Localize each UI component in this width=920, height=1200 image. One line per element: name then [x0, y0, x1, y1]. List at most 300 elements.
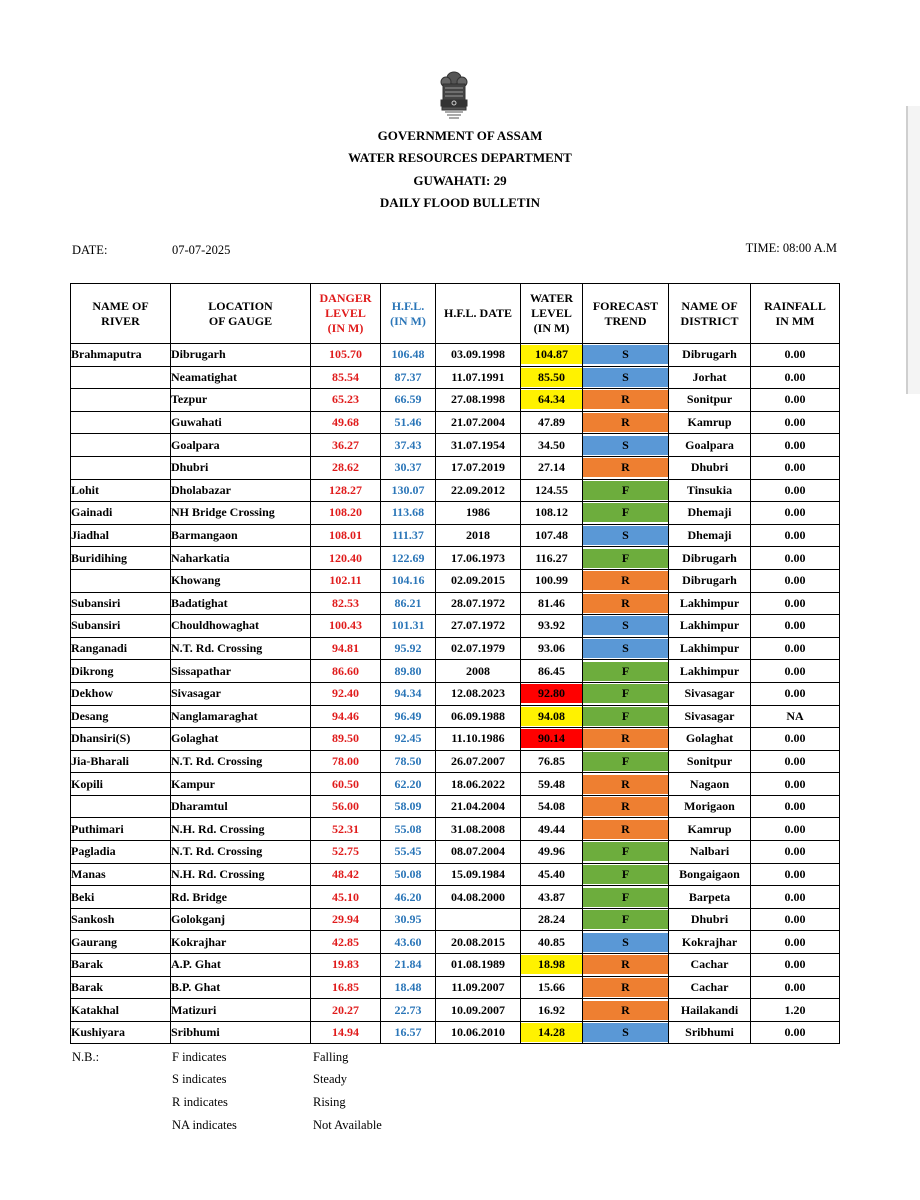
header-danger-l3: (IN M) — [327, 321, 364, 335]
trend-badge: S — [583, 933, 668, 952]
header-location-l2: OF GAUGE — [208, 313, 273, 328]
header-rainfall — [751, 284, 840, 344]
trend-badge: F — [583, 910, 668, 929]
rainfall-cell: 0.00 — [751, 728, 840, 751]
water-level-value: 49.44 — [538, 821, 565, 836]
header-trend-l2: TREND — [604, 313, 647, 328]
forecast-trend-cell — [583, 344, 669, 367]
hfl-date-cell: 1986 — [436, 502, 521, 525]
trend-badge: S — [583, 368, 668, 387]
gauge-location-cell: Sribhumi — [171, 1021, 311, 1044]
river-name-cell: Buridihing — [71, 547, 171, 570]
river-name-cell: Subansiri — [71, 592, 171, 615]
header-danger — [311, 284, 381, 344]
rainfall-cell: 0.00 — [751, 615, 840, 638]
trend-badge: R — [583, 1001, 668, 1020]
river-name-cell: Beki — [71, 886, 171, 909]
note-meaning-f: Falling — [313, 1050, 349, 1064]
trend-badge: F — [583, 707, 668, 726]
forecast-trend-cell — [583, 976, 669, 999]
district-cell: Sonitpur — [669, 750, 751, 773]
water-level-cell — [521, 479, 583, 502]
water-level-value: 108.12 — [535, 505, 568, 520]
water-level-value: 15.66 — [538, 979, 565, 994]
rainfall-cell: 0.00 — [751, 547, 840, 570]
district-cell: Sivasagar — [669, 682, 751, 705]
hfl-date-cell: 21.04.2004 — [436, 795, 521, 818]
rainfall-cell: 0.00 — [751, 886, 840, 909]
hfl-date-cell: 17.06.1973 — [436, 547, 521, 570]
gauge-location-cell: Barmangaon — [171, 524, 311, 547]
forecast-trend-cell — [583, 524, 669, 547]
note-code-s: S indicates — [172, 1072, 227, 1086]
note-meaning-na: Not Available — [313, 1118, 382, 1132]
water-level-cell — [521, 547, 583, 570]
table-row — [71, 750, 840, 773]
water-level-cell — [521, 976, 583, 999]
water-level-value: 85.50 — [521, 368, 582, 387]
water-level-cell — [521, 615, 583, 638]
district-cell: Dibrugarh — [669, 547, 751, 570]
river-name-cell — [71, 795, 171, 818]
hfl-date-cell: 15.09.1984 — [436, 863, 521, 886]
water-level-cell — [521, 682, 583, 705]
table-row — [71, 479, 840, 502]
header-river — [71, 284, 171, 344]
district-cell: Cachar — [669, 954, 751, 977]
time-value: TIME: 08:00 A.M — [745, 241, 837, 255]
river-name-cell — [71, 411, 171, 434]
table-row — [71, 502, 840, 525]
hfl-date-cell: 08.07.2004 — [436, 841, 521, 864]
water-level-value: 47.89 — [538, 415, 565, 430]
forecast-trend-cell — [583, 389, 669, 412]
header-trend — [583, 284, 669, 344]
water-level-cell — [521, 592, 583, 615]
water-level-cell — [521, 637, 583, 660]
gauge-location-cell: Kokrajhar — [171, 931, 311, 954]
hfl-date-cell: 2018 — [436, 524, 521, 547]
table-row — [71, 366, 840, 389]
rainfall-cell: 0.00 — [751, 637, 840, 660]
gauge-location-cell: Dharamtul — [171, 795, 311, 818]
trend-badge: F — [583, 481, 668, 500]
trend-badge: R — [583, 390, 668, 409]
district-cell: Sribhumi — [669, 1021, 751, 1044]
water-level-value: 45.40 — [538, 866, 565, 881]
hfl-cell: 55.08 — [381, 818, 436, 841]
danger-level-cell: 128.27 — [311, 479, 381, 502]
gauge-location-cell: Neamatighat — [171, 366, 311, 389]
table-header-row — [71, 284, 840, 344]
hfl-date-cell: 11.07.1991 — [436, 366, 521, 389]
forecast-trend-cell — [583, 954, 669, 977]
water-level-value: 28.24 — [538, 912, 565, 927]
danger-level-cell: 16.85 — [311, 976, 381, 999]
trend-badge: S — [583, 616, 668, 635]
water-level-value: 43.87 — [538, 889, 565, 904]
district-cell: Dhubri — [669, 456, 751, 479]
header-location — [171, 284, 311, 344]
river-name-cell: Gaurang — [71, 931, 171, 954]
district-cell: Golaghat — [669, 728, 751, 751]
danger-level-cell: 78.00 — [311, 750, 381, 773]
hfl-date-cell: 27.08.1998 — [436, 389, 521, 412]
district-cell: Dibrugarh — [669, 344, 751, 367]
water-level-cell — [521, 886, 583, 909]
hfl-date-cell: 31.07.1954 — [436, 434, 521, 457]
header-river-l2: RIVER — [101, 313, 140, 328]
river-name-cell: Gainadi — [71, 502, 171, 525]
forecast-trend-cell — [583, 908, 669, 931]
rainfall-cell: 0.00 — [751, 1021, 840, 1044]
danger-level-cell: 89.50 — [311, 728, 381, 751]
table-row — [71, 569, 840, 592]
water-level-cell — [521, 863, 583, 886]
page-edge-scrollbar — [906, 106, 920, 394]
water-level-value: 59.48 — [538, 776, 565, 791]
trend-badge: S — [583, 526, 668, 545]
gauge-location-cell: N.T. Rd. Crossing — [171, 637, 311, 660]
danger-level-cell: 42.85 — [311, 931, 381, 954]
hfl-cell: 78.50 — [381, 750, 436, 773]
rainfall-cell: 1.20 — [751, 999, 840, 1022]
table-row — [71, 795, 840, 818]
danger-level-cell: 36.27 — [311, 434, 381, 457]
district-cell: Kamrup — [669, 411, 751, 434]
district-cell: Lakhimpur — [669, 637, 751, 660]
header-district — [669, 284, 751, 344]
rainfall-cell: 0.00 — [751, 569, 840, 592]
district-cell: Nalbari — [669, 841, 751, 864]
forecast-trend-cell — [583, 682, 669, 705]
hfl-cell: 21.84 — [381, 954, 436, 977]
rainfall-cell: 0.00 — [751, 502, 840, 525]
gauge-location-cell: Khowang — [171, 569, 311, 592]
river-name-cell: Barak — [71, 976, 171, 999]
header-hfl — [381, 284, 436, 344]
district-cell: Kokrajhar — [669, 931, 751, 954]
gauge-location-cell: Dhubri — [171, 456, 311, 479]
hfl-date-cell: 03.09.1998 — [436, 344, 521, 367]
water-level-cell — [521, 818, 583, 841]
water-level-value: 86.45 — [538, 663, 565, 678]
notes-label: N.B.: — [72, 1050, 100, 1064]
gauge-location-cell: NH Bridge Crossing — [171, 502, 311, 525]
hfl-cell: 30.95 — [381, 908, 436, 931]
hfl-date-cell: 22.09.2012 — [436, 479, 521, 502]
header-hfl-l2: (IN M) — [390, 313, 426, 328]
gauge-location-cell: Guwahati — [171, 411, 311, 434]
danger-level-cell: 105.70 — [311, 344, 381, 367]
water-level-cell — [521, 389, 583, 412]
table-row — [71, 841, 840, 864]
water-level-value: 107.48 — [535, 528, 568, 543]
danger-level-cell: 45.10 — [311, 886, 381, 909]
table-row — [71, 705, 840, 728]
hfl-date-cell: 11.09.2007 — [436, 976, 521, 999]
header-water-l3: (IN M) — [533, 321, 570, 335]
gauge-location-cell: Sissapathar — [171, 660, 311, 683]
forecast-trend-cell — [583, 456, 669, 479]
hfl-cell: 87.37 — [381, 366, 436, 389]
table-row — [71, 524, 840, 547]
water-level-value: 76.85 — [538, 753, 565, 768]
forecast-trend-cell — [583, 728, 669, 751]
forecast-trend-cell — [583, 750, 669, 773]
water-level-value: 14.28 — [521, 1023, 582, 1042]
water-level-cell — [521, 795, 583, 818]
water-level-value: 94.08 — [521, 707, 582, 726]
rainfall-cell: 0.00 — [751, 682, 840, 705]
rainfall-cell: 0.00 — [751, 976, 840, 999]
header-water-l1: WATER — [529, 291, 574, 305]
hfl-date-cell: 01.08.1989 — [436, 954, 521, 977]
trend-badge: R — [583, 797, 668, 816]
emblem-icon — [437, 70, 471, 122]
river-name-cell: Subansiri — [71, 615, 171, 638]
forecast-trend-cell — [583, 479, 669, 502]
hfl-cell: 37.43 — [381, 434, 436, 457]
district-cell: Hailakandi — [669, 999, 751, 1022]
water-level-cell — [521, 411, 583, 434]
hfl-date-cell: 02.09.2015 — [436, 569, 521, 592]
table-row — [71, 954, 840, 977]
hfl-cell: 43.60 — [381, 931, 436, 954]
district-cell: Barpeta — [669, 886, 751, 909]
hfl-cell: 101.31 — [381, 615, 436, 638]
rainfall-cell: 0.00 — [751, 366, 840, 389]
trend-badge: F — [583, 888, 668, 907]
date-value: 07-07-2025 — [172, 243, 231, 257]
forecast-trend-cell — [583, 818, 669, 841]
hfl-cell: 46.20 — [381, 886, 436, 909]
water-level-value: 93.06 — [538, 641, 565, 656]
table-row — [71, 682, 840, 705]
hfl-cell: 22.73 — [381, 999, 436, 1022]
danger-level-cell: 94.46 — [311, 705, 381, 728]
hfl-cell: 51.46 — [381, 411, 436, 434]
hfl-cell: 104.16 — [381, 569, 436, 592]
river-name-cell: Manas — [71, 863, 171, 886]
river-name-cell: Jia-Bharali — [71, 750, 171, 773]
water-level-cell — [521, 1021, 583, 1044]
header-water — [521, 284, 583, 344]
hfl-cell: 30.37 — [381, 456, 436, 479]
trend-badge: R — [583, 775, 668, 794]
river-name-cell — [71, 389, 171, 412]
flood-bulletin-table — [70, 283, 840, 1044]
rainfall-cell: 0.00 — [751, 908, 840, 931]
trend-badge: R — [583, 820, 668, 839]
forecast-trend-cell — [583, 660, 669, 683]
rainfall-cell: 0.00 — [751, 931, 840, 954]
river-name-cell: Dikrong — [71, 660, 171, 683]
forecast-trend-cell — [583, 931, 669, 954]
table-row — [71, 660, 840, 683]
water-level-cell — [521, 705, 583, 728]
hfl-cell: 113.68 — [381, 502, 436, 525]
header-hfl-l1: H.F.L. — [391, 298, 425, 313]
table-row — [71, 976, 840, 999]
district-cell: Goalpara — [669, 434, 751, 457]
header-hfl-date — [436, 284, 521, 344]
water-level-value: 49.96 — [538, 844, 565, 859]
hfl-date-cell: 2008 — [436, 660, 521, 683]
danger-level-cell: 56.00 — [311, 795, 381, 818]
water-level-value: 81.46 — [538, 595, 565, 610]
trend-badge: R — [583, 978, 668, 997]
note-meaning-r: Rising — [313, 1095, 346, 1109]
header-rainfall-l1: RAINFALL — [764, 298, 826, 313]
trend-badge: S — [583, 1023, 668, 1042]
hfl-date-cell: 21.07.2004 — [436, 411, 521, 434]
district-cell: Lakhimpur — [669, 615, 751, 638]
hfl-cell: 16.57 — [381, 1021, 436, 1044]
hfl-date-cell: 10.06.2010 — [436, 1021, 521, 1044]
water-level-value: 64.34 — [521, 390, 582, 409]
header-bulletin-title: DAILY FLOOD BULLETIN — [379, 195, 541, 210]
gauge-location-cell: Badatighat — [171, 592, 311, 615]
district-cell: Bongaigaon — [669, 863, 751, 886]
gauge-location-cell: Rd. Bridge — [171, 886, 311, 909]
danger-level-cell: 48.42 — [311, 863, 381, 886]
danger-level-cell: 19.83 — [311, 954, 381, 977]
river-name-cell: Puthimari — [71, 818, 171, 841]
table-row — [71, 728, 840, 751]
table-row — [71, 863, 840, 886]
hfl-date-cell: 26.07.2007 — [436, 750, 521, 773]
water-level-value: 34.50 — [538, 437, 565, 452]
district-cell: Morigaon — [669, 795, 751, 818]
rainfall-cell: 0.00 — [751, 479, 840, 502]
header-district-l1: NAME OF — [681, 298, 738, 313]
forecast-trend-cell — [583, 411, 669, 434]
forecast-trend-cell — [583, 999, 669, 1022]
danger-level-cell: 82.53 — [311, 592, 381, 615]
rainfall-cell: 0.00 — [751, 795, 840, 818]
table-row — [71, 886, 840, 909]
table-row — [71, 931, 840, 954]
gauge-location-cell: Dholabazar — [171, 479, 311, 502]
trend-badge: R — [583, 571, 668, 590]
water-level-cell — [521, 954, 583, 977]
forecast-trend-cell — [583, 863, 669, 886]
district-cell: Tinsukia — [669, 479, 751, 502]
hfl-date-cell: 12.08.2023 — [436, 682, 521, 705]
district-cell: Dibrugarh — [669, 569, 751, 592]
water-level-value: 27.14 — [538, 460, 565, 475]
table-row — [71, 456, 840, 479]
header-city: GUWAHATI: 29 — [413, 173, 507, 188]
header-government: GOVERNMENT OF ASSAM — [377, 128, 543, 143]
gauge-location-cell: B.P. Ghat — [171, 976, 311, 999]
water-level-cell — [521, 841, 583, 864]
danger-level-cell: 29.94 — [311, 908, 381, 931]
rainfall-cell: 0.00 — [751, 750, 840, 773]
river-name-cell: Barak — [71, 954, 171, 977]
rainfall-cell: 0.00 — [751, 660, 840, 683]
water-level-value: 16.92 — [538, 1002, 565, 1017]
forecast-trend-cell — [583, 569, 669, 592]
gauge-location-cell: N.T. Rd. Crossing — [171, 841, 311, 864]
district-cell: Cachar — [669, 976, 751, 999]
trend-badge: F — [583, 503, 668, 522]
danger-level-cell: 120.40 — [311, 547, 381, 570]
hfl-cell: 130.07 — [381, 479, 436, 502]
gauge-location-cell: Naharkatia — [171, 547, 311, 570]
note-code-r: R indicates — [172, 1095, 228, 1109]
rainfall-cell: NA — [751, 705, 840, 728]
danger-level-cell: 100.43 — [311, 615, 381, 638]
hfl-date-cell: 28.07.1972 — [436, 592, 521, 615]
water-level-value: 90.14 — [521, 729, 582, 748]
water-level-cell — [521, 999, 583, 1022]
rainfall-cell: 0.00 — [751, 954, 840, 977]
river-name-cell: Pagladia — [71, 841, 171, 864]
gauge-location-cell: Tezpur — [171, 389, 311, 412]
danger-level-cell: 85.54 — [311, 366, 381, 389]
hfl-date-cell: 31.08.2008 — [436, 818, 521, 841]
water-level-cell — [521, 456, 583, 479]
water-level-cell — [521, 366, 583, 389]
hfl-date-cell: 04.08.2000 — [436, 886, 521, 909]
trend-badge: F — [583, 842, 668, 861]
water-level-cell — [521, 931, 583, 954]
danger-level-cell: 52.31 — [311, 818, 381, 841]
hfl-cell: 96.49 — [381, 705, 436, 728]
rainfall-cell: 0.00 — [751, 411, 840, 434]
water-level-cell — [521, 502, 583, 525]
river-name-cell: Ranganadi — [71, 637, 171, 660]
gauge-location-cell: Kampur — [171, 773, 311, 796]
hfl-date-cell: 17.07.2019 — [436, 456, 521, 479]
gauge-location-cell: N.T. Rd. Crossing — [171, 750, 311, 773]
river-name-cell: Kushiyara — [71, 1021, 171, 1044]
trend-badge: F — [583, 865, 668, 884]
water-level-cell — [521, 434, 583, 457]
water-level-cell — [521, 773, 583, 796]
gauge-location-cell: Sivasagar — [171, 682, 311, 705]
trend-badge: R — [583, 955, 668, 974]
hfl-date-cell: 20.08.2015 — [436, 931, 521, 954]
header-location-l1: LOCATION — [208, 298, 273, 313]
river-name-cell: Jiadhal — [71, 524, 171, 547]
rainfall-cell: 0.00 — [751, 344, 840, 367]
forecast-trend-cell — [583, 773, 669, 796]
trend-badge: R — [583, 458, 668, 477]
note-code-f: F indicates — [172, 1050, 227, 1064]
table-row — [71, 1021, 840, 1044]
danger-level-cell: 94.81 — [311, 637, 381, 660]
table-row — [71, 773, 840, 796]
header-river-l1: NAME OF — [92, 298, 149, 313]
header-rainfall-l2: IN MM — [775, 313, 815, 328]
rainfall-cell: 0.00 — [751, 389, 840, 412]
gauge-location-cell: A.P. Ghat — [171, 954, 311, 977]
water-level-cell — [521, 728, 583, 751]
district-cell: Sivasagar — [669, 705, 751, 728]
header-water-l2: LEVEL — [531, 306, 572, 320]
district-cell: Nagaon — [669, 773, 751, 796]
table-row — [71, 615, 840, 638]
water-level-value: 100.99 — [535, 573, 568, 588]
header-trend-l1: FORECAST — [592, 298, 659, 313]
forecast-trend-cell — [583, 547, 669, 570]
trend-badge: S — [583, 436, 668, 455]
rainfall-cell: 0.00 — [751, 818, 840, 841]
forecast-trend-cell — [583, 886, 669, 909]
